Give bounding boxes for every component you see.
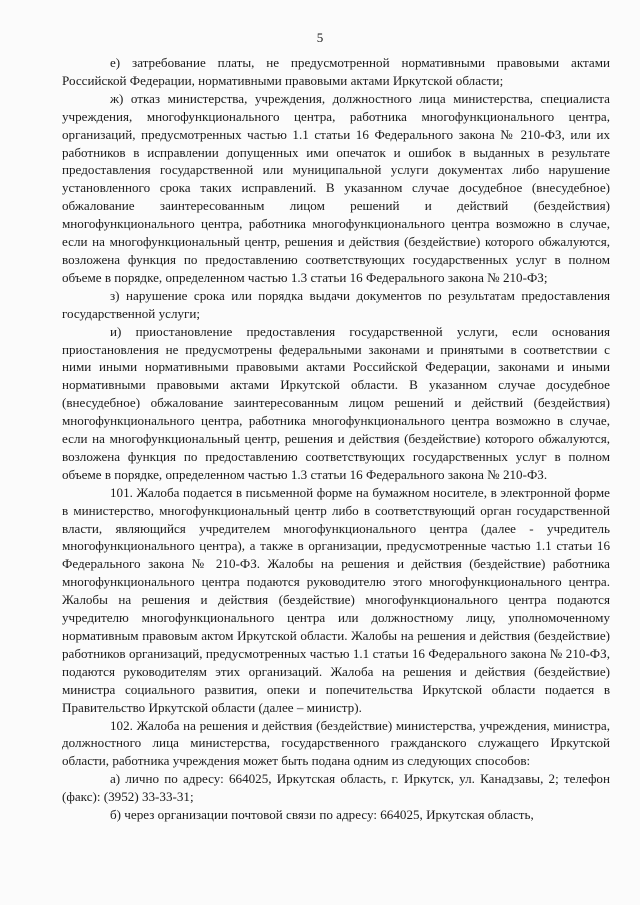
document-body — [62, 54, 610, 824]
paragraph-z: з) нарушение срока или порядка выдачи документов по результатам предоставления государственной услуги; — [62, 287, 610, 321]
paragraph-e: е) затребование платы, не предусмотренной нормативными правовыми актами Российской Федерации, нормативными правовыми актами Иркутской области; — [62, 55, 610, 88]
paragraph-b: б) через организации почтовой связи по адресу: 664025, Иркутская область, — [110, 807, 534, 823]
paragraph-i: и) приостановление предоставления государственной услуги, если основания приостановления не предусмотрены федеральными законами и принятыми в соответствии с ними иными нормативными правовыми актами Российской Федерации, законами и иными нормативными правовыми актами Иркутской области. В указанном случае досудебное (внесудебное) обжалование заинтересованным лицом решений и действий (бездействия) многофункционального центра, работника многофункционального центра возможно в случае, если на многофункциональный центр, решения и действия (бездействие) которого обжалуются, возложена функция по предоставлению соответствующих государственных услуг в полном объеме в порядке, определенном частью 1.3 статьи 16 Федерального закона № 210-ФЗ. — [62, 323, 610, 482]
paragraph-101: 101. Жалоба подается в письменной форме на бумажном носителе, в электронной форме в министерство, многофункциональный центр либо в соответствующий орган государственной власти, являющийся учредителем многофункционального центра (далее - учредитель многофункционального центра), а также в организации, предусмотренные частью 1.1 статьи 16 Федерального закона № 210-ФЗ. Жалобы на решения и действия (бездействие) работника многофункционального центра подаются руководителю этого многофункционального центра. Жалобы на решения и действия (бездействие) многофункционального центра подаются учредителю многофункционального центра или должностному лицу, уполномоченному нормативным правовым актом Иркутской области. Жалобы на решения и действия (бездействие) работников организаций, предусмотренных частью 1.1 статьи 16 Федерального закона № 210-ФЗ, подаются руководителям этих организаций. Жалоба на решения и действия (бездействие) министра социального развития, опеки и попечительства Иркутской области подается в Правительство Иркутской области (далее – министр). — [62, 484, 610, 715]
paragraph-102: 102. Жалоба на решения и действия (бездействие) министерства, учреждения, министра, должностного лица министерства, государственного гражданского служащего Иркутской области, работника учреждения может быть подана одним из следующих способов: — [62, 717, 610, 769]
paragraph-a: а) лично по адресу: 664025, Иркутская область, г. Иркутск, ул. Канадзавы, 2; телефон (факс): (3952) 33-33-31; — [62, 771, 610, 805]
paragraph-zh: ж) отказ министерства, учреждения, должностного лица министерства, специалиста учреждения, многофункционального центра, работника многофункционального центра, организаций, предусмотренных частью 1.1 статьи 16 Федерального закона № 210-ФЗ, или их работников в исправлении допущенных ими опечаток и ошибок в выданных в результате предоставления государственной или муниципальной услуги документах либо нарушение установленного срока таких исправлений. В указанном случае досудебное (внесудебное) обжалование заинтересованным лицом решений и действий (бездействия) многофункционального центра, работника многофункционального центра возможно в случае, если на многофункциональный центр, решения и действия (бездействие) которого обжалуются, возложена функция по предоставлению соответствующих государственных услуг в полном объеме в порядке, определенном частью 1.3 статьи 16 Федерального закона № 210-ФЗ; — [62, 90, 610, 285]
page-number: 5 — [316, 30, 324, 45]
